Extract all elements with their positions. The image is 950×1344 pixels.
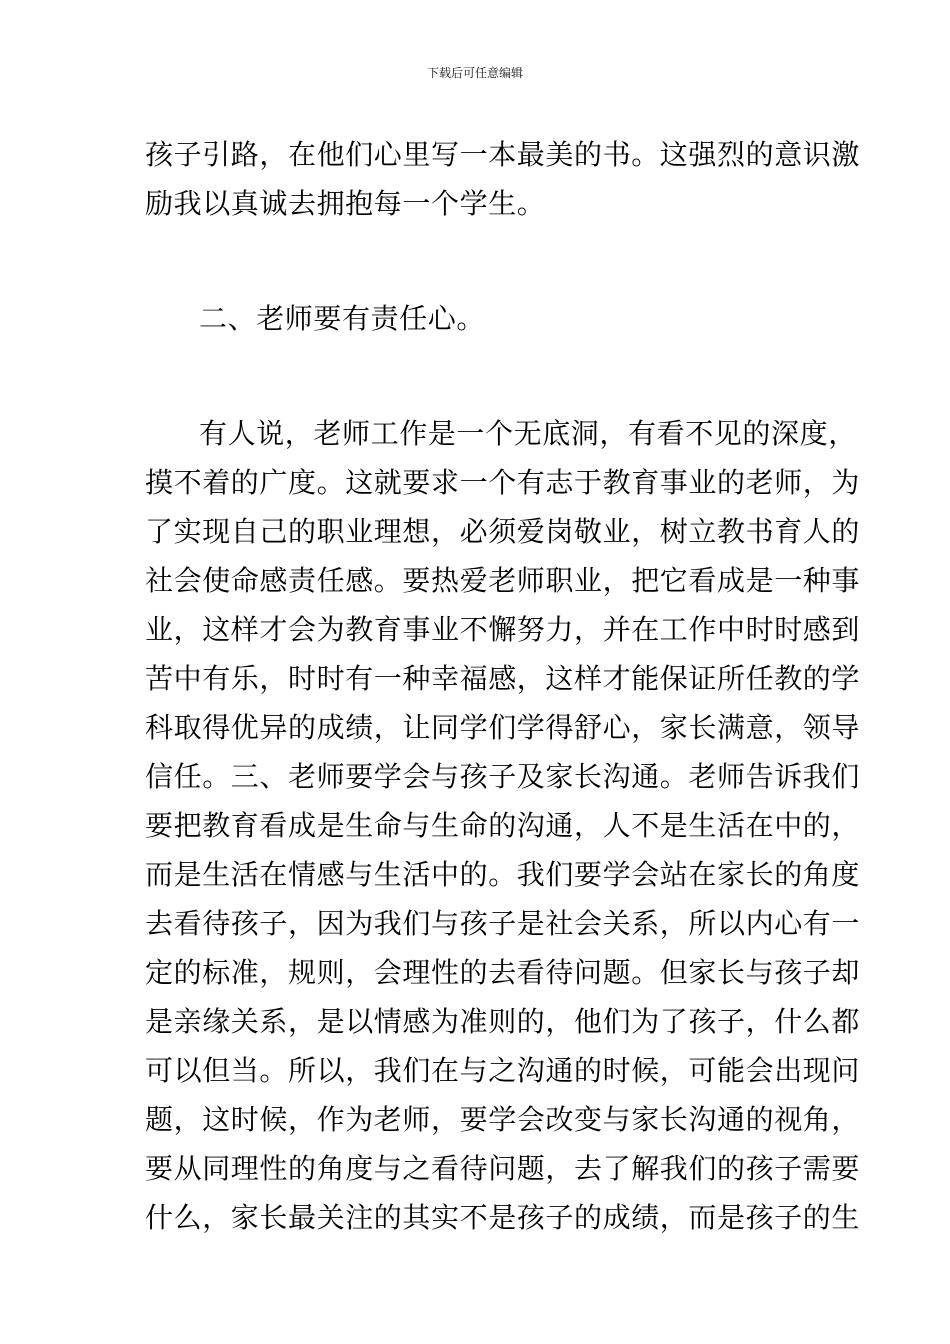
text-line: 励我以真诚去拥抱每一个学生。 bbox=[145, 187, 546, 220]
text-line: 题，这时候，作为老师，要学会改变与家长沟通的视角， bbox=[145, 1103, 861, 1136]
text-line: 社会使命感责任感。要热爱老师职业，把它看成是一种事 bbox=[145, 564, 861, 597]
text-line: 要把教育看成是生命与生命的沟通，人不是生活在中的， bbox=[145, 809, 861, 842]
text-line: 摸不着的广度。这就要求一个有志于教育事业的老师，为 bbox=[145, 466, 861, 499]
text-line: 定的标准，规则，会理性的去看待问题。但家长与孩子却 bbox=[145, 956, 861, 989]
paragraph bbox=[145, 130, 861, 228]
text-line: 科取得优异的成绩，让同学们学得舒心，家长满意，领导 bbox=[145, 711, 861, 744]
text-line: 有人说，老师工作是一个无底洞，有看不见的深度， bbox=[199, 417, 857, 450]
text-line: 要从同理性的角度与之看待问题，去了解我们的孩子需要 bbox=[145, 1152, 861, 1185]
text-line: 二、老师要有责任心。 bbox=[199, 302, 486, 335]
paragraph bbox=[145, 409, 861, 1242]
text-line: 苦中有乐，时时有一种幸福感，这样才能保证所任教的学 bbox=[145, 662, 861, 695]
text-line: 了实现自己的职业理想，必须爱岗敬业，树立教书育人的 bbox=[145, 515, 861, 548]
text-line: 信任。三、老师要学会与孩子及家长沟通。老师告诉我们 bbox=[145, 760, 861, 793]
text-line: 去看待孩子，因为我们与孩子是社会关系，所以内心有一 bbox=[145, 907, 861, 940]
text-line: 而是生活在情感与生活中的。我们要学会站在家长的角度 bbox=[145, 858, 861, 891]
page-header: 下载后可任意编辑 bbox=[426, 66, 523, 80]
text-line: 孩子引路，在他们心里写一本最美的书。这强烈的意识激 bbox=[145, 138, 861, 171]
text-line: 业，这样才会为教育事业不懈努力，并在工作中时时感到 bbox=[145, 613, 861, 646]
text-line: 是亲缘关系，是以情感为准则的，他们为了孩子，什么都 bbox=[145, 1005, 861, 1038]
text-line: 什么，家长最关注的其实不是孩子的成绩，而是孩子的生 bbox=[145, 1201, 861, 1234]
text-line: 可以但当。所以，我们在与之沟通的时候，可能会出现问 bbox=[145, 1054, 861, 1087]
body-text bbox=[145, 130, 861, 1242]
section-heading bbox=[145, 294, 810, 343]
